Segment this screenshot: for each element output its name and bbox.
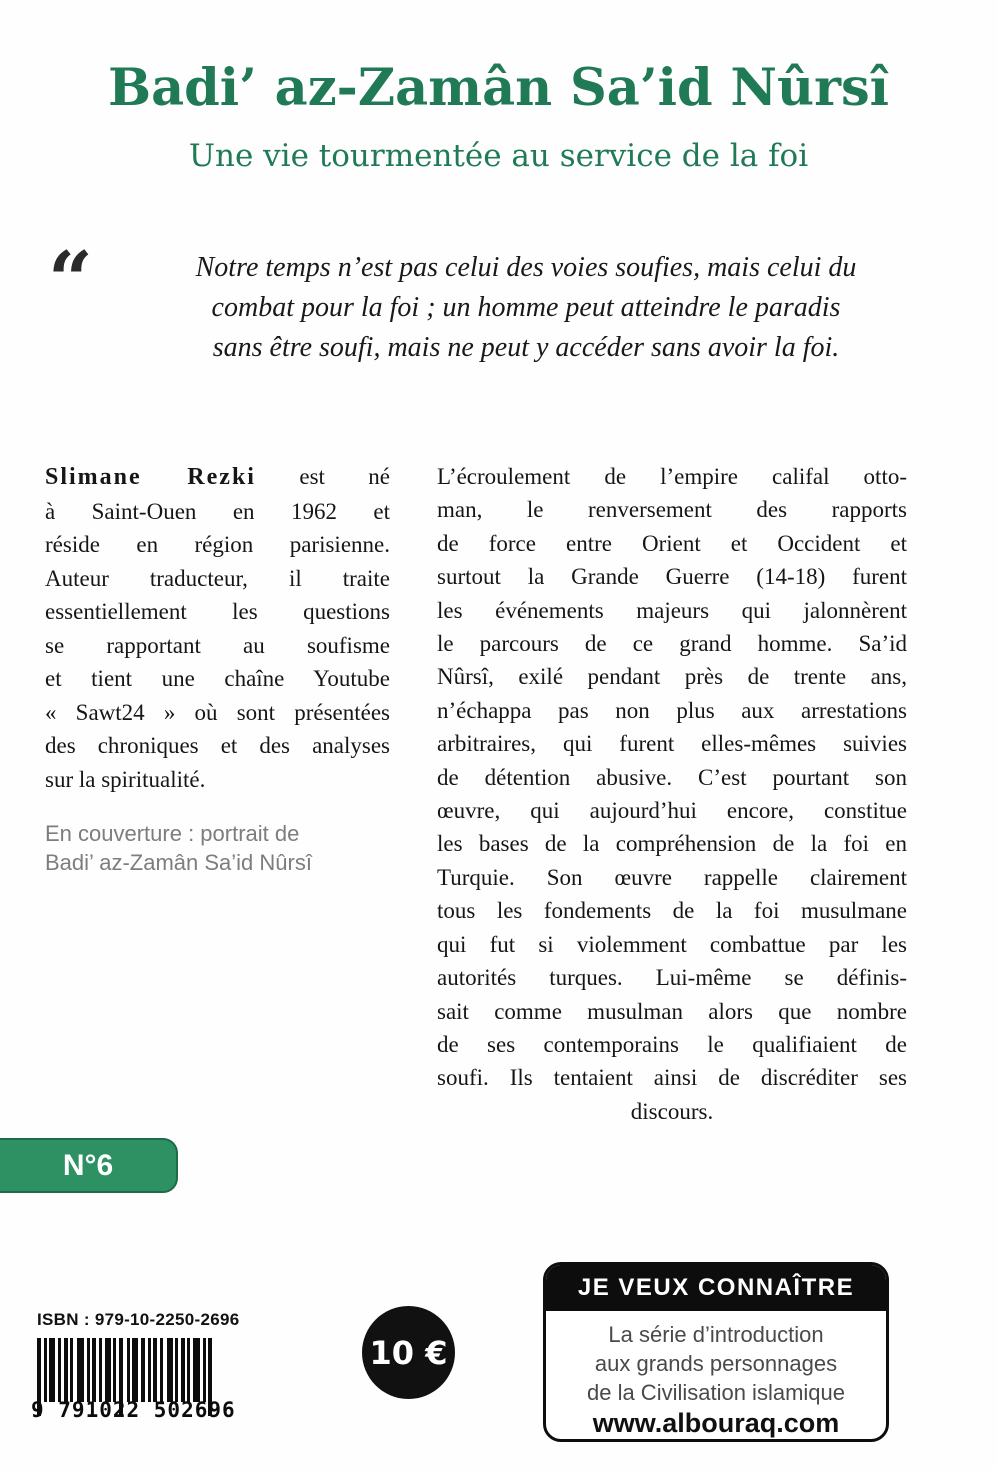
barcode-bars (37, 1338, 243, 1402)
bio-line: des chroniques et des analyses (45, 733, 390, 758)
author-name: Slimane Rezki (45, 464, 256, 490)
promo-box (543, 1262, 889, 1442)
caption-line: En couverture : portrait de (45, 821, 300, 846)
description-line: qui fut si violemment combattue par les (437, 931, 907, 957)
bio-line: et tient une chaîne Youtube (45, 666, 390, 691)
bio-line: à Saint-Ouen en 1962 et (45, 498, 390, 524)
bio-line: réside en région parisienne. (45, 532, 390, 557)
barcode-bar (64, 1338, 68, 1402)
description-line: man, le renversement des rapports (437, 497, 907, 523)
barcode-bar (148, 1338, 151, 1402)
description-line: Turquie. Son œuvre rappelle clairement (437, 864, 907, 890)
barcode-bar (181, 1338, 185, 1402)
barcode-bar (175, 1338, 178, 1402)
quote-block (48, 235, 942, 368)
barcode (31, 1338, 243, 1424)
description-last-line: discours. (630, 1098, 714, 1124)
quote-line: Notre temps n’est pas celui des voies soufies, mais celui du (195, 252, 857, 283)
description-line: soufi. Ils tentaient ainsi de discréditer ses (437, 1065, 907, 1091)
description-line: autorités turques. Lui-même se définis- (437, 965, 907, 991)
book-subtitle: Une vie tourmentée au service de la foi (188, 138, 809, 174)
two-column-text (45, 460, 907, 1128)
book-title: Badi’ az-Zamân Sa’id Nûrsî (107, 58, 890, 118)
description-line: le parcours de ce grand homme. Sa’id (437, 631, 907, 657)
promo-line: de la Civilisation islamique (586, 1380, 845, 1405)
description-lines (437, 460, 907, 1095)
promo-line: La série d’introduction (608, 1322, 824, 1347)
author-bio-last-line: sur la spiritualité. (45, 766, 206, 792)
barcode-bar (153, 1338, 157, 1402)
description-line: de détention abusive. C’est pourtant son (437, 764, 907, 790)
series-number-label: N°6 (62, 1148, 114, 1182)
author-bio (45, 460, 390, 796)
barcode-bar (49, 1338, 55, 1402)
barcode-bar (113, 1338, 116, 1402)
barcode-bar (203, 1338, 206, 1402)
description-line: L’écroulement de l’empire califal otto- (437, 464, 907, 489)
quote-line: sans être soufi, mais ne peut y accéder sans avoir la foi. (212, 332, 840, 363)
series-number-badge (0, 1138, 178, 1193)
barcode-bar (141, 1338, 145, 1402)
cover-caption (45, 819, 390, 877)
quote-text (110, 248, 942, 368)
barcode-bar (44, 1338, 47, 1402)
price-label: 10 € (369, 1333, 448, 1372)
barcode-bar (58, 1338, 61, 1402)
description-column (437, 460, 907, 1128)
promo-header: JE VEUX CONNAÎTRE (546, 1265, 886, 1311)
author-bio-first-line-rest: est né (299, 464, 391, 489)
description-line: sait comme musulman alors que nombre (437, 998, 907, 1024)
author-column (45, 460, 390, 1128)
isbn-label: ISBN : 979-10-2250-2696 (37, 1310, 240, 1329)
barcode-bar (132, 1338, 138, 1402)
barcode-bar (92, 1338, 96, 1402)
promo-website: www.albouraq.com (592, 1408, 840, 1438)
caption-line: Badi’ az-Zamân Sa’id Nûrsî (45, 850, 312, 875)
description-line: n’échappa pas non plus aux arrestations (437, 697, 907, 723)
bio-line: « Sawt24 » où sont présentées (45, 699, 390, 725)
barcode-bar (77, 1338, 84, 1402)
barcode-bar (193, 1338, 200, 1402)
bio-line: se rapportant au soufisme (45, 632, 390, 658)
quote-line: combat pour la foi ; un homme peut atteindre le paradis (211, 292, 841, 323)
barcode-bar (167, 1338, 173, 1402)
promo-body (546, 1311, 886, 1407)
description-text (437, 460, 907, 1128)
barcode-bar (105, 1338, 111, 1402)
description-line: de ses contemporains le qualifiaient de (437, 1031, 907, 1057)
description-line: les événements majeurs qui jalonnèrent (437, 597, 907, 623)
description-line: œuvre, qui aujourd’hui encore, constitue (437, 798, 907, 824)
description-line: les bases de la compréhension de la foi en (437, 831, 907, 857)
barcode-bar (99, 1338, 102, 1402)
author-bio-lines (45, 495, 390, 763)
barcode-bar (127, 1338, 130, 1402)
barcode-bar (70, 1338, 73, 1402)
barcode-bar (187, 1338, 190, 1402)
description-line: Nûrsî, exilé pendant près de trente ans, (437, 664, 907, 690)
price-sticker (362, 1306, 455, 1399)
description-line: tous les fondements de la foi musulmane (437, 898, 907, 924)
promo-line: aux grands personnages (594, 1351, 838, 1376)
bio-line: essentiellement les questions (45, 599, 390, 624)
description-line: surtout la Grande Guerre (14-18) furent (437, 564, 907, 590)
description-line: de force entre Orient et Occident et (437, 530, 907, 556)
description-line: arbitraires, qui furent elles-mêmes suivies (437, 731, 907, 757)
open-quote-icon: “ (48, 235, 93, 326)
barcode-bar (160, 1338, 163, 1402)
barcode-digits: 9 791022 502696 (31, 1398, 236, 1422)
barcode-bar (87, 1338, 90, 1402)
author-bio-first-line (45, 460, 390, 495)
bio-line: Auteur traducteur, il traite (45, 565, 390, 591)
